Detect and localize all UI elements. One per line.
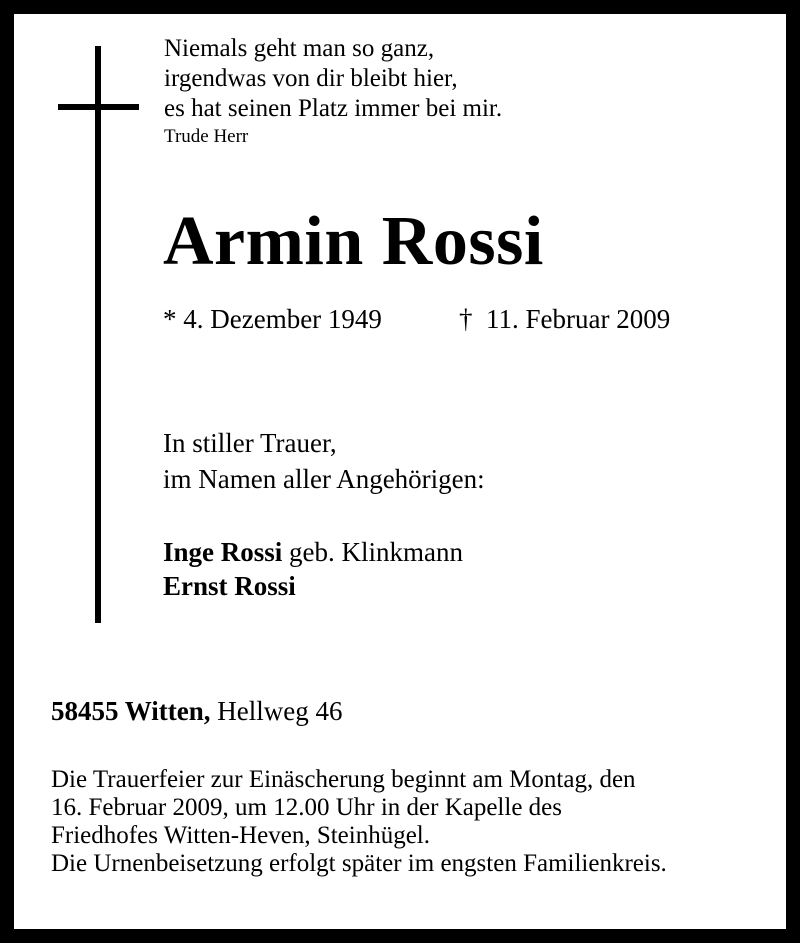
funeral-notice: [51, 766, 771, 878]
family-member-name: Inge Rossi: [163, 537, 283, 567]
notice-line: 16. Februar 2009, um 12.00 Uhr in der Kapelle des: [51, 794, 562, 821]
death-date-text: 11. Februar 2009: [486, 304, 671, 334]
quote-line: Niemals geht man so ganz,: [164, 35, 435, 62]
life-dates: [163, 304, 671, 335]
address: [51, 696, 342, 727]
notice-line: Die Urnenbeisetzung erfolgt später im engsten Familienkreis.: [51, 850, 667, 877]
poem-quote: [164, 34, 502, 124]
family-list: [163, 535, 463, 603]
deceased-name: Armin Rossi: [163, 203, 544, 280]
address-street: Hellweg 46: [210, 696, 343, 726]
quote-line: irgendwas von dir bleibt hier,: [164, 65, 458, 92]
birth-date: * 4. Dezember 1949: [163, 304, 382, 334]
cross-icon-horizontal-bar: [58, 104, 139, 110]
death-date: [459, 304, 670, 335]
death-cross-icon: †: [459, 304, 473, 334]
family-member-suffix: geb. Klinkmann: [282, 537, 464, 567]
family-member: [163, 569, 463, 603]
address-city: 58455 Witten,: [51, 696, 211, 726]
notice-line: Friedhofes Witten-Heven, Steinhügel.: [51, 822, 431, 849]
quote-author: Trude Herr: [164, 126, 249, 147]
family-member: [163, 535, 463, 569]
notice-line: Die Trauerfeier zur Einäscherung beginnt am Montag, den: [51, 766, 636, 793]
mourning-line: im Namen aller Angehörigen:: [163, 464, 485, 494]
mourning-text: [163, 425, 485, 497]
family-member-name: Ernst Rossi: [163, 571, 296, 601]
quote-line: es hat seinen Platz immer bei mir.: [164, 95, 503, 122]
mourning-line: In stiller Trauer,: [163, 428, 337, 458]
cross-icon-vertical-bar: [95, 46, 101, 623]
